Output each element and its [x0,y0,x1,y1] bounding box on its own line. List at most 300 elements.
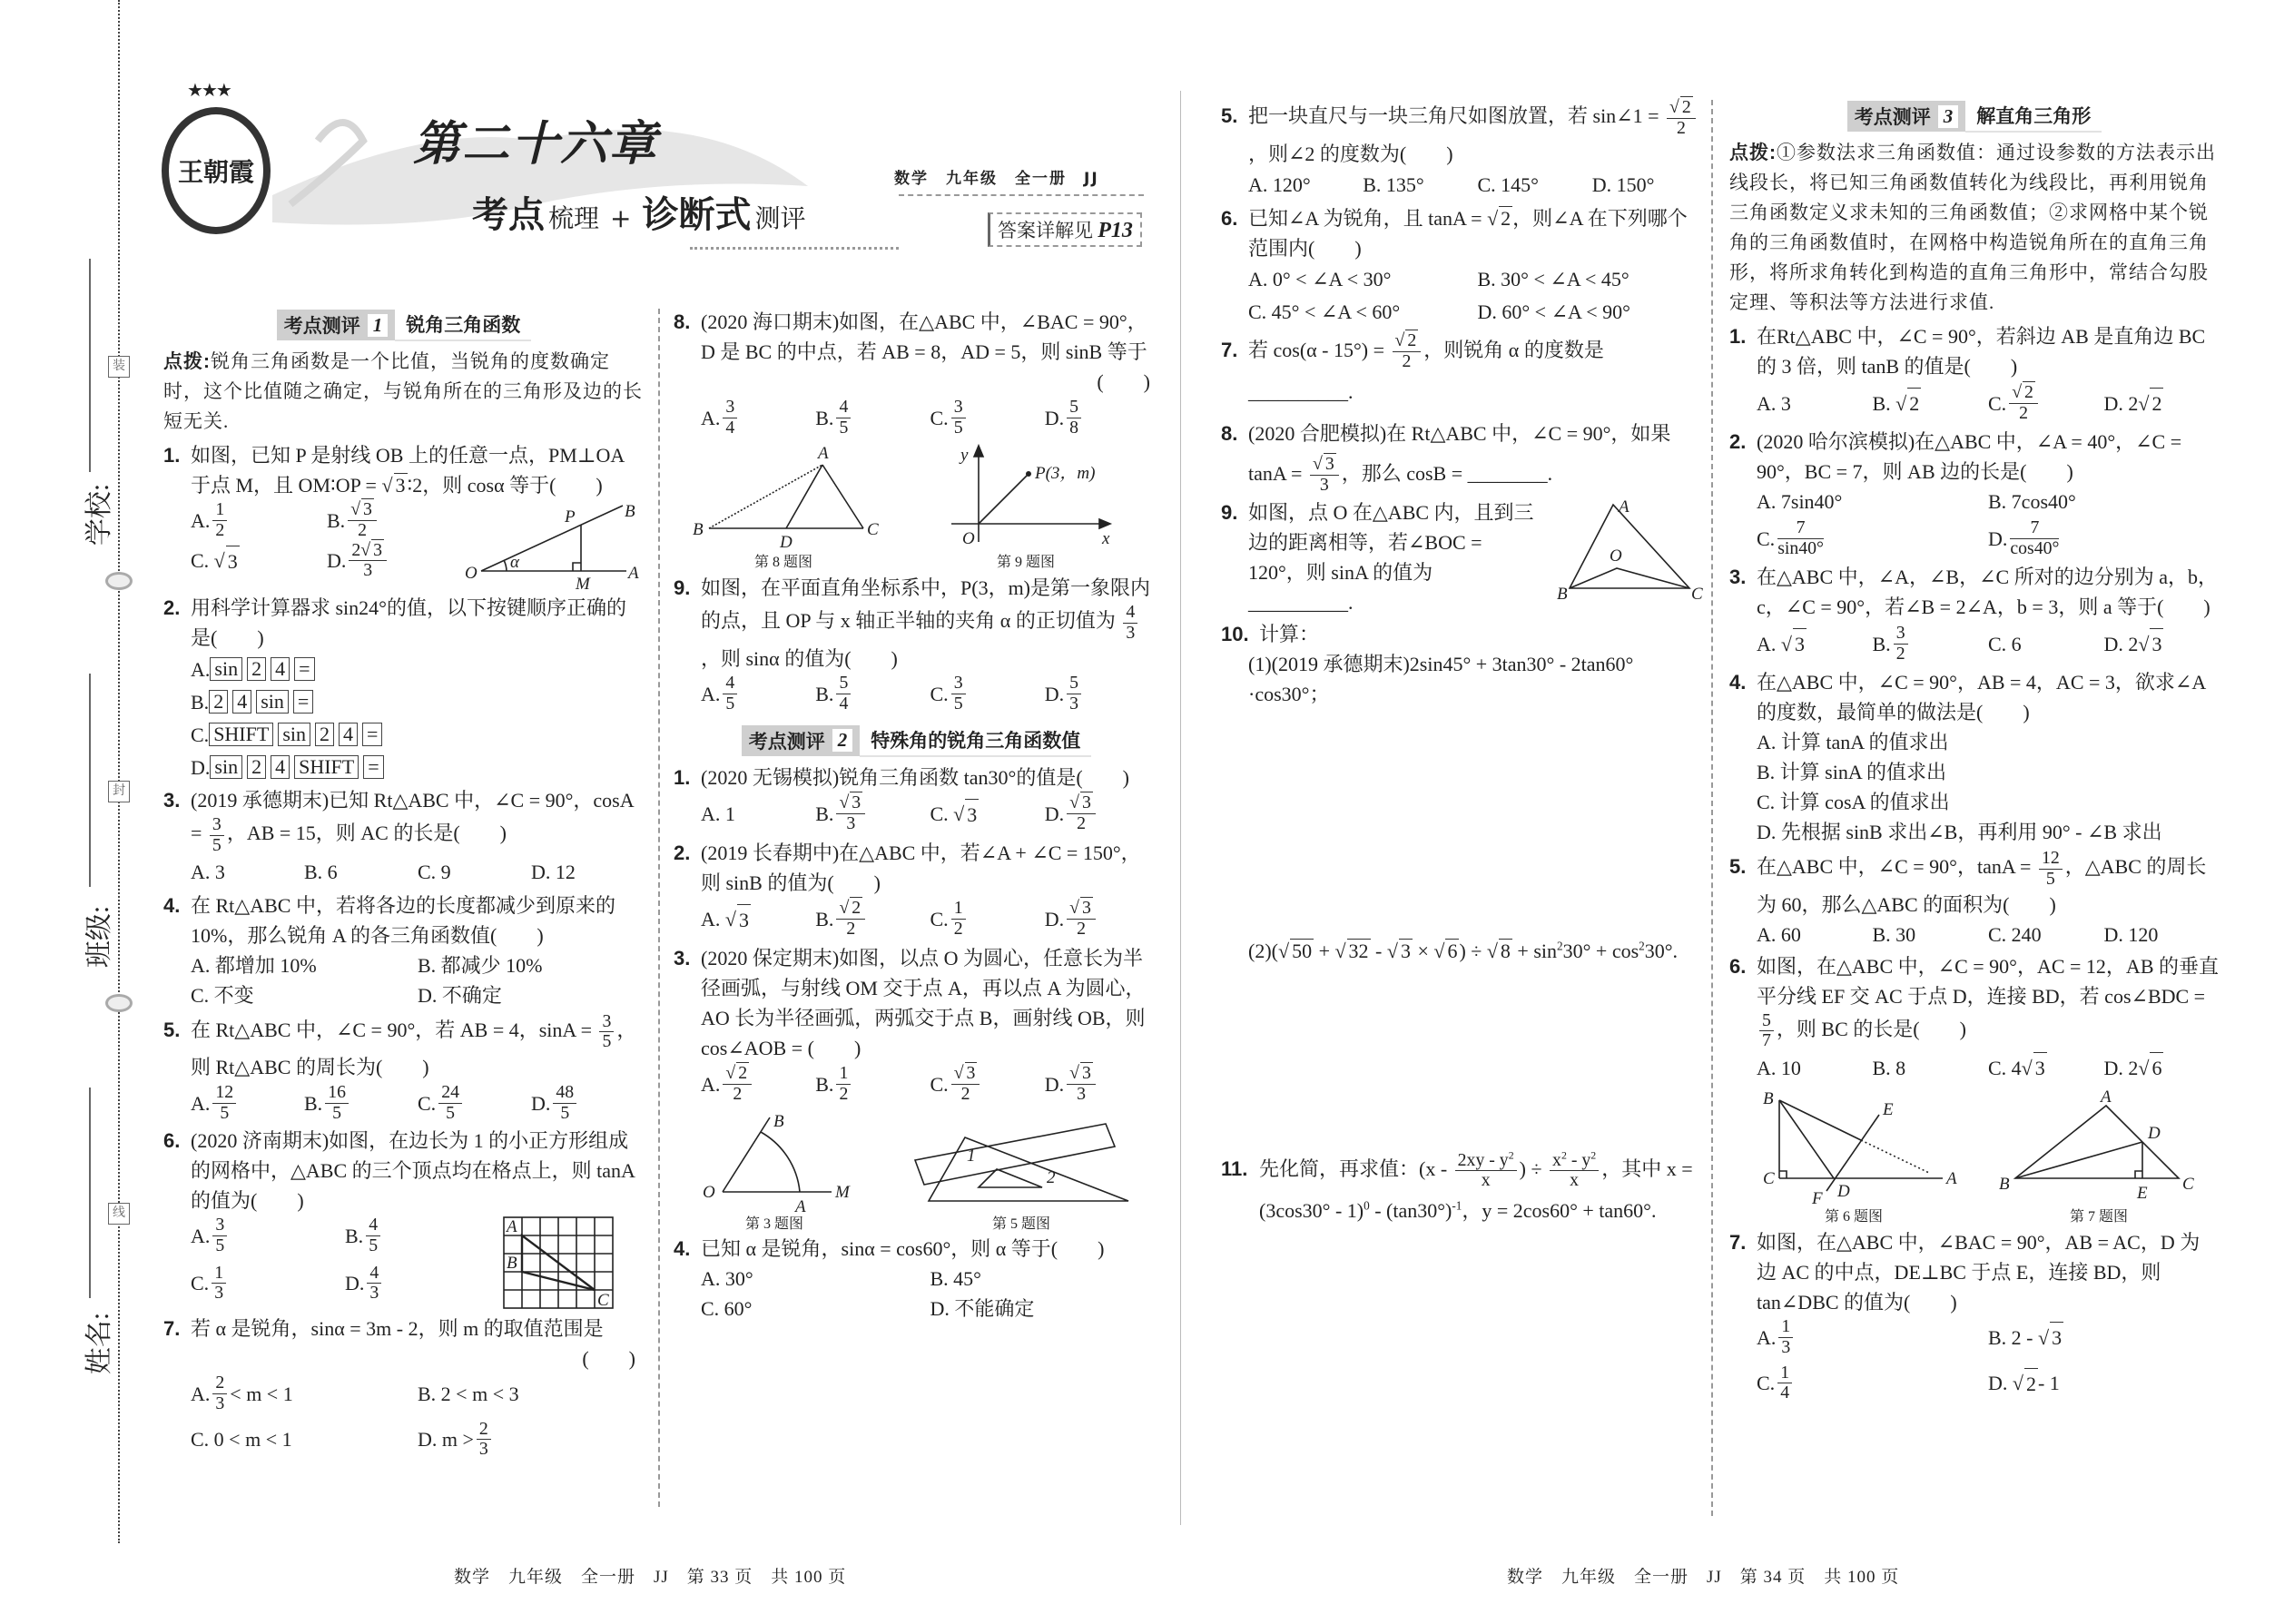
question-text: 计算： [1259,622,1320,645]
column-3 [1221,98,1707,1233]
figure-q8 [691,442,891,569]
question-number: 6. [163,1129,181,1153]
question-number: 8. [1221,421,1238,445]
options [1729,622,2220,665]
options [163,500,463,581]
option-b[interactable]: B. $\frac{3}{2}$ [1873,622,1989,665]
option-b[interactable]: B. 30 [1872,922,1916,946]
question-text: (2020 海口期末)如图，在△ABC 中，∠BAC = 90°，D 是 BC 的中点，若 AB = 8，AD = 5，则 sinB 等于 [701,310,1147,363]
option-b[interactable]: B. 都减少 10% [418,953,543,977]
option-b[interactable]: B. $\frac{√ 3}{2}$ [327,500,463,541]
subtitle-part: 诊断式 [642,193,752,236]
section-number: 1 [368,314,389,337]
question-number: 6. [1221,206,1238,230]
option-a[interactable]: A. 120° [1248,173,1311,197]
option-c[interactable]: C. 4√ 3 [1988,1051,2104,1084]
figure-point-label: B [1763,1089,1774,1109]
question-text: 已知 α 是锐角，sinα = cos60°，则 α 等于( ) [701,1236,1105,1260]
question-3-1 [1729,321,2220,425]
option-c[interactable]: C. 60° [701,1296,753,1320]
option-a[interactable]: A. $\frac{4}{5}$ [701,674,815,715]
figure-caption: 第 7 题图 [2070,1209,2129,1225]
figure-col3-q9 [1557,497,1703,604]
question-text: 若 cos(α - 15°) = $\frac{√ 2}{2}$ ，则锐角 α 的度数是 __________. [1248,330,1604,403]
column-1 [163,309,645,1462]
question-text: (2019 长春期中)在△ABC 中，若∠A + ∠C = 150°，则 sinB 的值为( ) [701,841,1141,894]
option-d[interactable]: D. 不能确定 [930,1296,1035,1320]
figure-point-label: B [1999,1175,2010,1195]
logo-text: 王朝霞 [177,157,254,187]
figure-point-label: 2 [1047,1167,1056,1187]
figure-point-label: O [702,1182,715,1202]
question-number: 7. [163,1317,181,1341]
star-icon: ★★★ [187,81,231,101]
option-d[interactable]: D. 150° [1591,173,1655,197]
binding-mark: 线 [108,1203,130,1225]
option-b[interactable]: B. $\frac{√ 3}{3}$ [815,792,930,836]
question-1-1 [163,440,645,594]
options [674,792,1159,836]
question-number: 7. [1729,1231,1747,1255]
option-a[interactable]: A. 30° [701,1266,753,1290]
figure-point-label: M [576,575,590,594]
question-text: 在△ABC 中，∠C = 90°，tanA = $\frac{12}{5}$ ，△ABC 的周长为 60，那么△ABC 的面积为( ) [1757,848,2207,916]
option-a[interactable]: A. 10 [1757,1056,1801,1079]
figure-point-label: O [1610,546,1622,566]
options [1729,487,2220,560]
figure-point-label: P(3，m) [1035,464,1096,483]
option-d[interactable]: D. 2√ 3 [2104,622,2220,665]
question-1-3 [163,785,645,889]
tip-text: ①参数法求三角函数值：通过设参数的方法表示出线段长，将已知三角函数值转化为线段比，再利用锐角三角函数定义求未知的三角函数值；②求网格中某个锐角的三角函数值时，在网格中构造锐角所在的直角三角形，将所求角转化到构造的直角三角形中，常结合勾股定理、等积法等方法进行求值. [1729,142,2216,313]
option-b[interactable]: B. 8 [1872,1056,1906,1079]
question-text: 已知∠A 为锐角，且 tanA = √ 2，则∠A 在下列哪个范围内( ) [1248,206,1688,260]
question-1-5 [163,1012,645,1125]
section-header-2 [742,724,1092,757]
answer-paren: ( ) [1097,370,1150,393]
figure-point-label: 1 [967,1146,976,1166]
question-text: 如图，已知 P 是射线 OB 上的任意一点，PM⊥OA 于点 M，且 OM∶OP = √ 3∶2，则 cosα 等于( ) [191,444,625,497]
figure-s3 [695,1110,868,1230]
figure-point-label: C [1763,1169,1775,1189]
section-title: 解直角三角形 [1965,100,2102,133]
option-a[interactable]: A. √ 3 [1757,622,1873,665]
figure-point-label: A [1619,497,1629,517]
answer-reference [988,212,1142,247]
option-b[interactable]: B. 7cos40° [1988,490,2076,513]
option-d[interactable]: D. $\frac{7}{\cos 40^\circ}$ [1988,517,2060,558]
option-d[interactable]: D. 2√ 2 [2104,381,2220,425]
option-b[interactable]: B. $\frac{4}{5}$ [345,1216,499,1256]
options [1729,727,2220,847]
option-b[interactable]: B. 2 - √ 3 [1988,1317,2220,1358]
question-3-5 [1729,849,2220,950]
figure-point-label: α [510,553,519,572]
question-number: 1. [1729,325,1747,348]
question-number: 5. [163,1018,181,1041]
figure-grid-q6 [499,1216,622,1312]
question-number: 3. [163,789,181,812]
question-number: 2. [163,596,181,619]
option-b[interactable]: B. 30° < ∠A < 45° [1477,268,1629,291]
tip-label: 点拨: [163,351,211,372]
question-1-4 [163,891,645,1010]
question-2-9 [1221,497,1707,617]
section-title: 锐角三角函数 [395,309,531,341]
question-number: 9. [1221,500,1238,524]
question-number: 3. [674,946,691,969]
option-b[interactable]: B. $\frac{5}{4}$ [815,674,930,715]
option-a[interactable]: A. 计算 tanA 的值求出 [1757,731,1949,753]
section-tag: 考点测评 [283,316,360,337]
options [674,1063,1159,1107]
question-1-7 [163,1314,645,1460]
question-1-9 [674,573,1159,715]
question-number: 5. [1729,855,1747,879]
figure-point-label: B [507,1254,517,1274]
options [674,898,1159,941]
option-c[interactable]: C. $\frac{3}{5}$ [930,397,1045,438]
option-b[interactable]: B. $\frac{16}{5}$ [304,1082,418,1124]
binding-mark: 封 [108,781,130,802]
figure-point-label: D [1837,1182,1850,1202]
question-text: (2020 济南期末)如图，在边长为 1 的小正方形组成的网格中，△ABC 的三个顶点均在格点上，则 tanA 的值为( ) [191,1129,635,1213]
question-text: (2020 无锡模拟)锐角三角函数 tan30°的值是( ) [701,765,1129,789]
option-a[interactable]: A. 7sin40° [1757,490,1843,513]
option-a[interactable]: A. $\frac{2}{3}$ < m < 1 [191,1373,293,1413]
figure-point-label: B [625,502,635,521]
figure-point-label: B [773,1111,784,1131]
option-c[interactable]: C. 9 [418,861,451,884]
figure-point-label: P [565,507,576,527]
option-d[interactable]: D. $\frac{5}{3}$ [1045,674,1159,715]
chapter-title: 第二十六章 [413,117,659,172]
option-d[interactable]: D. 60° < ∠A < 90° [1477,300,1630,324]
figure-col4-q7 [1997,1088,2206,1224]
figure-point-label: O [962,529,975,548]
question-number: 5. [1221,104,1238,128]
options [674,674,1159,715]
option-a[interactable]: A. $\frac{3}{5}$ [191,1216,345,1256]
question-text: 如图，点 O 在△ABC 内，且到三边的距离相等，若∠BOC = 120°，则 sinA 的值为 __________. [1248,500,1534,614]
option-c[interactable]: C. 0 < m < 1 [191,1428,292,1452]
question-3-2 [1729,427,2220,560]
question-number: 1. [163,444,181,467]
column-4 [1729,100,2220,1405]
question-3-3 [1729,562,2220,665]
option-a[interactable]: A. 0° < ∠A < 30° [1248,268,1392,291]
subtitle-part: 考点 [472,193,545,236]
option-c[interactable]: C. $\frac{7}{\sin 40^\circ}$ [1757,517,1824,558]
figure-q1 [463,500,640,594]
option-c[interactable]: C. 不变 [191,983,254,1007]
question-number: 4. [163,893,181,917]
options [674,1264,1159,1324]
figure-point-label: C [597,1291,609,1311]
option-c[interactable]: C. $\frac{1}{3}$ [191,1264,345,1304]
option-a[interactable]: A. $\frac{3}{4}$ [701,397,815,438]
option-d[interactable]: D. $\frac{√ 3}{2}$ [1045,792,1159,836]
option-a[interactable]: A. 3 [191,861,225,884]
sub-question-2: (2)(√ 50 + √ 32 - √ 3 × √ 6) ÷ √ $8 + \sin^230^\circ + \cos^230^\circ$. [1248,939,1679,962]
name-label: 姓名: [84,1312,115,1375]
dashed-decoration [899,194,1144,196]
question-2-3 [674,943,1159,1107]
figure-caption: 第 5 题图 [992,1216,1051,1232]
options [163,653,645,783]
options [674,397,1159,438]
section-number: 3 [1938,105,1959,128]
option-d[interactable]: D. 120 [2103,922,2159,946]
figure-caption: 第 6 题图 [1825,1209,1884,1225]
options [1729,1317,2220,1403]
class-input-line[interactable] [89,674,91,887]
option-d[interactable]: D. m > $\frac{2}{3}$ [418,1420,645,1461]
binding-mark: 装 [108,356,130,378]
figure-caption: 第 9 题图 [997,555,1056,570]
option-b[interactable]: B. 计算 sinA 的值求出 [1757,761,1947,783]
question-text: 如图，在△ABC 中，∠C = 90°，AC = 12，AB 的垂直平分线 EF 交 AC 于点 D，连接 BD，若 cos∠BDC = $\frac{5}{7}$ ，则 BC 的长是( ) [1757,954,2219,1051]
options [163,1373,645,1460]
figure-point-label: F [1812,1189,1823,1209]
option-c[interactable]: C. 145° [1477,173,1539,197]
question-number: 2. [1729,430,1747,453]
figure-row-s3-q5 [674,1110,1159,1230]
question-2-5 [1221,98,1707,202]
option-d[interactable]: D. 不确定 [418,983,502,1007]
figure-point-label: A [628,564,639,583]
figure-point-label: A [2101,1088,2112,1107]
question-1-8 [674,307,1159,438]
figure-point-label: D [779,533,793,552]
school-label: 学校: [84,483,115,546]
option-d[interactable]: D. $\frac{48}{5}$ [531,1082,645,1124]
figure-point-label: D [2148,1124,2161,1144]
option-b[interactable]: B. √ 2 [1873,381,1989,425]
option-b[interactable]: B. 45° [930,1266,981,1290]
question-3-7 [1729,1227,2220,1403]
ornament-icon [105,994,133,1012]
figure-point-label: E [2137,1184,2148,1204]
option-c[interactable]: C. √ 3 [930,792,1045,836]
figure-caption: 第 3 题图 [744,1216,803,1232]
option-b[interactable]: B. 2 < m < 3 [418,1382,519,1405]
question-number: 11. [1221,1156,1248,1180]
subtitle-part: + [610,203,632,233]
option-c[interactable]: C. $\frac{3}{5}$ [930,674,1045,715]
school-input-line[interactable] [89,259,91,472]
answer-ref-label: 答案详解见 [998,220,1093,241]
section-tag: 考点测评 [748,731,825,753]
column-2 [674,307,1159,1325]
question-2-7 [1221,330,1707,412]
publisher-logo [162,107,271,234]
question-text: 若 α 是锐角，sinα = 3m - 2，则 m 的取值范围是 [191,1317,604,1341]
question-number: 4. [674,1236,691,1260]
question-2-10 [1221,619,1707,966]
question-1-6 [163,1126,645,1312]
option-b[interactable]: B. $\frac{√ 2}{2}$ [815,898,930,941]
option-c[interactable]: C. $\frac{1}{2}$ [930,898,1045,941]
figure-point-label: C [866,520,879,539]
question-text: 在Rt△ABC 中，∠C = 90°，若斜边 AB 是直角边 BC 的 3 倍，则 tanB 的值是( ) [1757,325,2206,378]
figure-point-label: C [1691,584,1703,604]
question-text: 在 Rt△ABC 中，若将各边的长度都减少到原来的10%，那么锐角 A 的各三角函数值( ) [191,893,615,947]
options [163,1082,645,1124]
option-d[interactable]: D. sin 2 4 SHIFT = [191,751,645,783]
tip-box [163,347,645,437]
options [1221,263,1707,329]
question-2-11 [1221,1149,1707,1231]
option-b[interactable]: B. 6 [304,861,338,884]
binding-dotted-line [118,0,120,1543]
question-2-8 [1221,414,1707,496]
option-d[interactable]: D. 12 [531,861,576,884]
question-number: 7. [1221,338,1238,361]
option-c[interactable]: C. 240 [1988,922,2042,946]
ornament-icon [105,572,133,590]
option-a[interactable]: A. 3 [1757,391,1791,415]
option-c[interactable]: C. 计算 cosA 的值求出 [1757,791,1950,813]
option-a[interactable]: A. $\frac{√ 2}{2}$ [701,1063,815,1107]
question-2-4 [674,1234,1159,1324]
figure-point-label: B [1557,584,1568,604]
option-b[interactable]: B. 135° [1363,173,1424,197]
figure-point-label: A [507,1217,517,1237]
question-number: 1. [674,765,691,789]
question-text: (2020 合肥模拟)在 Rt△ABC 中，∠C = 90°，如果 tanA = $\frac{√ 3}{3}$ ，那么 cosB = ________. [1248,421,1671,496]
figure-row-q6-q7 [1729,1088,2220,1224]
question-text: 如图，在△ABC 中，∠BAC = 90°，AB = AC，D 为边 AC 的中点，DE⊥BC 于点 E，连接 BD，则 tan∠DBC 的值为( ) [1757,1231,2200,1314]
option-d[interactable]: D. $\frac{4}{3}$ [345,1264,499,1304]
question-3-6 [1729,951,2220,1085]
footer-right: 数学 九年级 全一册 JJ 第 34 页 共 100 页 [1507,1568,1900,1587]
options [163,856,645,889]
section-header-3 [1847,100,2102,133]
option-d[interactable]: D. $\frac{√ 3}{3}$ [1045,1063,1159,1107]
option-a[interactable]: A. $\frac{1}{2}$ [191,500,327,541]
question-2-2 [674,838,1159,941]
question-text: (2020 哈尔滨模拟)在△ABC 中，∠A = 40°，∠C = 90°，BC = 7，则 AB 边的长是( ) [1757,430,2182,483]
options [1729,920,2220,950]
option-b[interactable]: B. $\frac{4}{5}$ [815,397,930,438]
option-a[interactable]: A. √ 3 [701,898,815,941]
option-a[interactable]: A. 60 [1757,922,1801,946]
figure-point-label: x [1102,529,1110,548]
option-a[interactable]: A. 1 [701,802,735,826]
question-number: 8. [674,310,691,333]
answer-paren: ( ) [582,1347,635,1371]
option-c[interactable]: C. 6 [1988,632,2022,655]
tip-label: 点拨: [1729,143,1777,163]
section-tag: 考点测评 [1854,107,1931,128]
question-text: (2020 保定期末)如图，以点 O 为圆心，任意长为半径画弧，与射线 OM 交于点 A，再以点 A 为圆心，AO 长为半径画弧，两弧交于点 B，画射线 OB，则 cos∠AOB = ( ) [701,946,1146,1059]
option-d[interactable]: D. $\frac{√ 3}{2}$ [1045,898,1159,941]
tip-text: 锐角三角函数是一个比值，当锐角的度数确定时，这个比值随之确定，与锐角所在的三角形及边的长短无关. [163,350,643,432]
figure-point-label: O [465,564,478,583]
answer-page: P13 [1098,219,1133,242]
question-text: 用科学计算器求 sin24°的值，以下按键顺序正确的是( ) [191,596,626,649]
option-a[interactable]: A. sin 2 4 = [191,653,645,685]
option-d[interactable]: D. 先根据 sinB 求出∠B，再利用 90° - ∠B 求出 [1757,821,2162,843]
option-c[interactable]: C. 45° < ∠A < 60° [1248,300,1401,324]
option-b[interactable]: B. $\frac{1}{2}$ [815,1063,930,1107]
figure-col4-q6 [1743,1088,1970,1224]
figure-point-label: A [794,1196,806,1216]
option-c[interactable]: C. SHIFT sin 2 4 = [191,718,645,751]
class-label: 班级: [84,905,115,969]
options [163,950,645,1010]
figure-row-q8-q9 [674,442,1159,569]
figure-point-label: E [1883,1100,1894,1120]
subtitle [472,192,806,241]
question-number: 9. [674,576,691,599]
options [1221,169,1707,202]
figure-q9 [924,442,1142,569]
question-text: (2019 承德期末)已知 Rt△ABC 中，∠C = 90°，cosA = $\frac{3}{5}$ ，AB = 15，则 AC 的长是( ) [191,789,634,855]
column-divider [658,309,660,1507]
option-b[interactable]: B. 2 4 sin = [191,685,645,718]
tip-box [1729,138,2220,318]
subtitle-part: 测评 [754,203,806,233]
figure-point-label: M [834,1182,850,1202]
book-meta: 数学 九年级 全一册 JJ [894,170,1099,188]
option-a[interactable]: A. $\frac{12}{5}$ [191,1082,304,1124]
option-d[interactable]: D. $\frac{5}{8}$ [1045,397,1159,438]
question-text: 在△ABC 中，∠C = 90°，AB = 4，AC = 3，欲求∠A 的度数，最简单的做法是( ) [1757,671,2206,723]
option-d[interactable]: D. $\frac{2√ 3}{3}$ [327,541,463,582]
question-text: 在△ABC 中，∠A，∠B，∠C 所对的边分别为 a，b，c，∠C = 90°，若∠B = 2∠A，b = 3，则 a 等于( ) [1757,566,2218,618]
question-text: 如图，在平面直角坐标系中，P(3，m)是第一象限内的点，且 OP 与 x 轴正半轴的夹角 α 的正切值为 $\frac{4}{3}$ ，则 sinα 的值为( ) [701,576,1151,670]
option-c[interactable]: C. $\frac{√ 3}{2}$ [930,1063,1045,1107]
subtitle-part: 梳理 [548,203,600,233]
option-c[interactable]: C. √ 3 [191,541,327,582]
figure-point-label: A [817,444,829,463]
option-d[interactable]: D. 2√ 6 [2104,1051,2220,1084]
question-number: 3. [1729,566,1747,588]
page-gutter [1180,91,1181,1525]
name-input-line[interactable] [89,1088,91,1298]
figure-point-label: B [692,520,704,539]
option-d[interactable]: D. √ 2 - 1 [1988,1363,2220,1404]
options [163,1216,499,1304]
question-number: 6. [1729,954,1747,978]
figure-q5-ruler [911,1110,1137,1230]
column-divider [1711,100,1713,1516]
option-a[interactable]: A. 都增加 10% [191,953,317,977]
option-c[interactable]: C. $\frac{1}{4}$ [1757,1363,1988,1404]
section-header-1 [277,309,532,341]
question-number: 10. [1221,622,1249,645]
figure-point-label: y [960,446,969,465]
dotted-decoration [690,247,899,250]
question-number: 4. [1729,671,1747,694]
section-title: 特殊角的锐角三角函数值 [860,724,1091,757]
figure-point-label: A [1946,1169,1957,1189]
option-a[interactable]: A. $\frac{1}{3}$ [1757,1317,1988,1358]
option-c[interactable]: C. $\frac{24}{5}$ [418,1082,531,1124]
question-text: 先化简，再求值：(x - $\frac{2xy - y^2}{x}$ ) ÷ $\frac{x^2 - y^2}{x}$ ，其中 $x = (3\cos 30^\circ - 1)^0 - (\tan 30^\circ)^{-1}$，y = 2cos60° + tan60°. [1259,1148,1693,1223]
sub-question-1: (1)(2019 承德期末)2sin45° + 3tan30° - 2tan60° ·cos30°； [1248,652,1634,705]
question-2-1 [674,763,1159,836]
section-number: 2 [832,729,853,752]
question-text: 在 Rt△ABC 中，∠C = 90°，若 AB = 4，sinA = $\frac{3}{5}$ ，则 Rt△ABC 的周长为( ) [191,1010,637,1079]
figure-caption: 第 8 题图 [753,555,812,570]
option-c[interactable]: C. $\frac{√ 2}{2}$ [1988,381,2104,425]
question-1-2 [163,593,645,783]
question-number: 2. [674,841,691,864]
footer-left: 数学 九年级 全一册 JJ 第 33 页 共 100 页 [454,1568,847,1587]
